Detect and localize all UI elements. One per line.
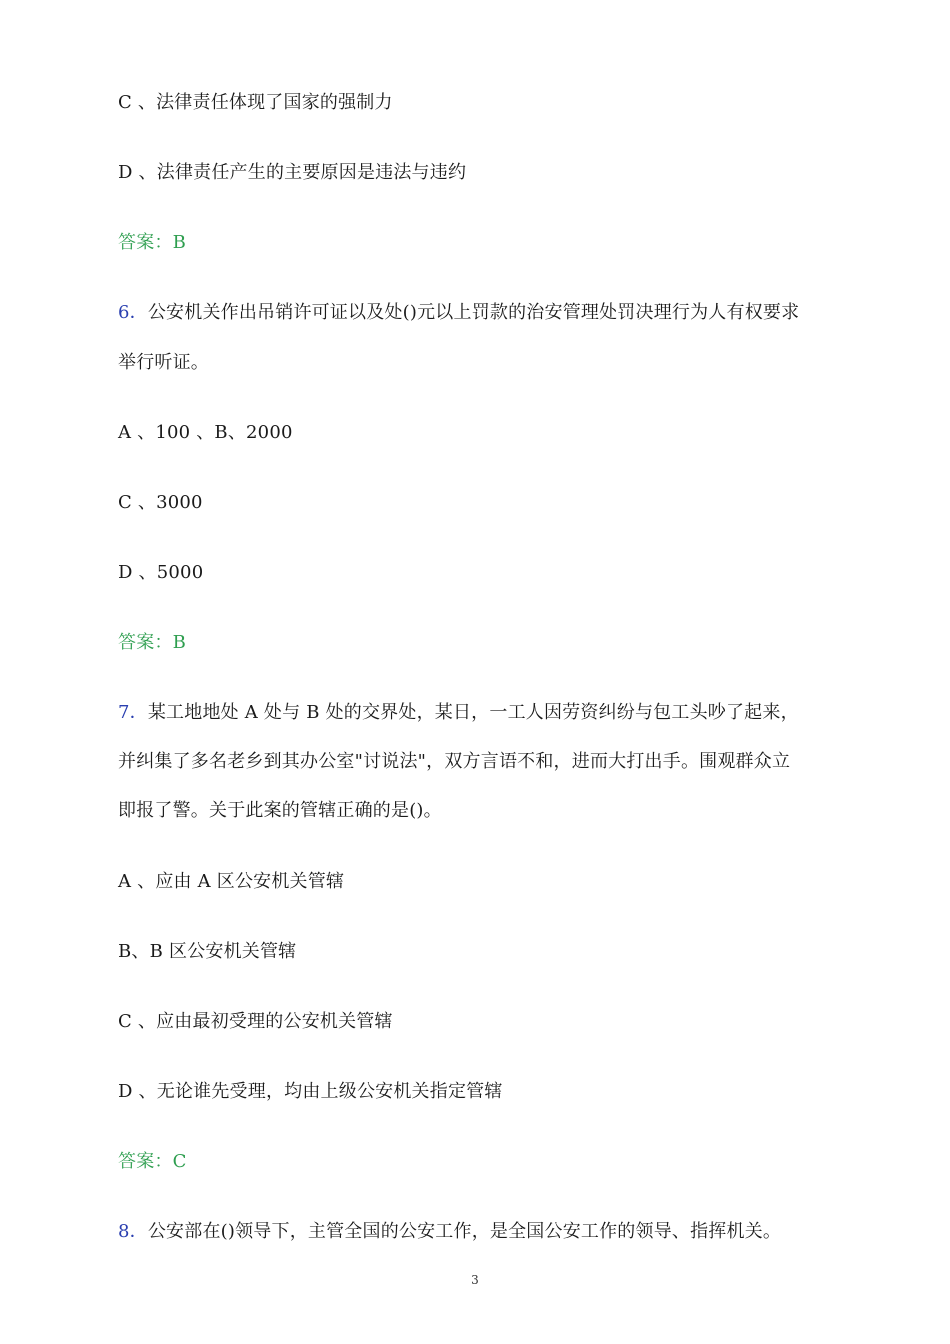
q5-option-c: C 、法律责任体现了国家的强制力 — [118, 92, 393, 113]
q6-answer: 答案：B — [118, 632, 187, 653]
q5-option-d: D 、法律责任产生的主要原因是违法与违约 — [118, 162, 467, 183]
q6-question-line-2: 举行听证。 — [118, 352, 209, 373]
q6-question-text-1: 公安机关作出吊销许可证以及处()元以上罚款的治安管理处罚决理行为人有权要求 — [147, 302, 800, 323]
q8-question-text-1: 公安部在()领导下，主管全国的公安工作，是全国公安工作的领导、指挥机关。 — [147, 1221, 782, 1242]
q6-option-ab: A 、100 、B、2000 — [118, 422, 293, 443]
q8-question-line-1 — [118, 1220, 838, 1244]
q6-option-d: D 、5000 — [118, 562, 204, 583]
q5-answer: 答案：B — [118, 232, 187, 253]
page-number: 3 — [471, 1273, 479, 1287]
q7-option-d: D 、无论谁先受理，均由上级公安机关指定管辖 — [118, 1081, 503, 1102]
q7-number: 7． — [118, 702, 148, 723]
q7-question-line-1 — [118, 701, 838, 725]
q6-number: 6． — [118, 302, 148, 323]
q6-question-line-1 — [118, 301, 838, 325]
q7-question-text-1: 某工地地处 A 处与 B 处的交界处，某日，一工人因劳资纠纷与包工头吵了起来， — [147, 702, 799, 723]
q7-option-b: B、B 区公安机关管辖 — [118, 941, 297, 962]
q6-option-c: C 、3000 — [118, 492, 203, 513]
q7-question-line-2: 并纠集了多名老乡到其办公室"讨说法"，双方言语不和，进而大打出手。围观群众立 — [118, 751, 791, 772]
q7-answer: 答案：C — [118, 1151, 187, 1172]
q7-option-c: C 、应由最初受理的公安机关管辖 — [118, 1011, 393, 1032]
q7-question-line-3: 即报了警。关于此案的管辖正确的是()。 — [118, 800, 442, 821]
q7-option-a: A 、应由 A 区公安机关管辖 — [118, 871, 345, 892]
q8-number: 8． — [118, 1221, 148, 1242]
